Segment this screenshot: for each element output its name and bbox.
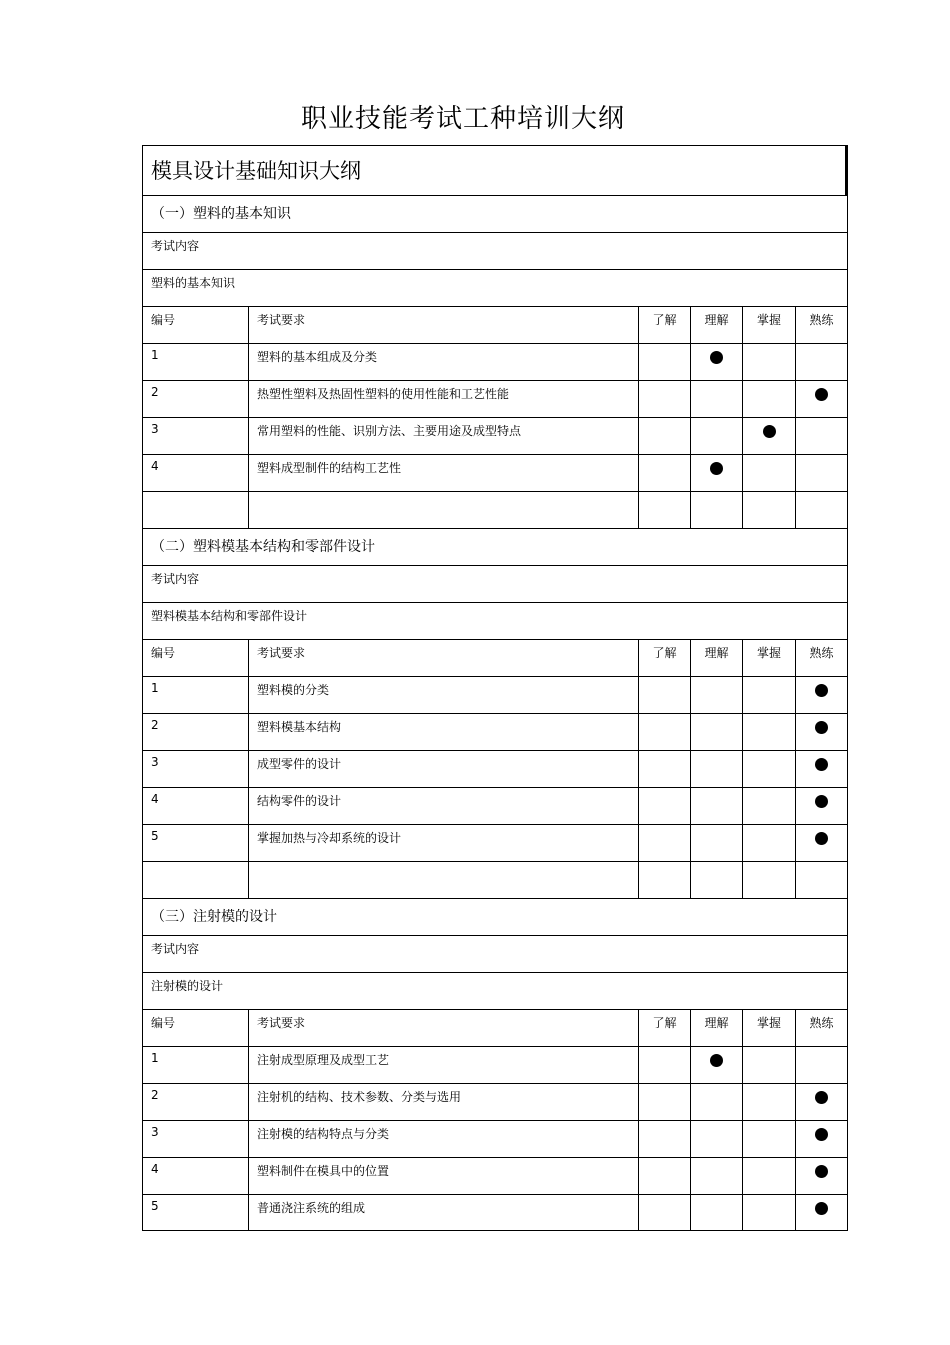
cell-level-master <box>742 1084 795 1120</box>
table-header-row <box>143 1009 847 1046</box>
cell-requirement: 注射机的结构、技术参数、分类与选用 <box>248 1084 638 1120</box>
cell-requirement: 注射模的结构特点与分类 <box>248 1121 638 1157</box>
table-row <box>143 1157 847 1194</box>
cell-level-comprehend <box>690 1084 742 1120</box>
cell-level-comprehend <box>690 418 742 454</box>
cell-no: 编号 <box>151 646 176 660</box>
cell-level-understand-basic <box>638 1121 690 1157</box>
cell-level-proficient <box>795 788 847 824</box>
cell-no: 1 <box>151 1051 159 1065</box>
cell-requirement: 塑料模的分类 <box>248 677 638 713</box>
cell-level-master <box>742 455 795 491</box>
cell-requirement: 注射成型原理及成型工艺 <box>248 1047 638 1083</box>
cell-level-comprehend: 理解 <box>690 1010 742 1046</box>
cell-level-proficient <box>795 418 847 454</box>
cell-level-master <box>742 1195 795 1230</box>
level-mark-dot <box>815 1165 828 1178</box>
cell-level-proficient <box>795 1158 847 1194</box>
cell-level-master <box>742 714 795 750</box>
cell-level-comprehend: 理解 <box>690 307 742 343</box>
cell-level-proficient <box>795 455 847 491</box>
cell-level-proficient <box>795 381 847 417</box>
cell-requirement: 塑料制件在模具中的位置 <box>248 1158 638 1194</box>
cell-requirement <box>248 492 638 528</box>
cell-no: 2 <box>151 1088 159 1102</box>
cell-level-master <box>742 751 795 787</box>
cell-level-comprehend <box>690 788 742 824</box>
cell-level-proficient <box>795 862 847 898</box>
cell-no: 3 <box>151 1125 159 1139</box>
table-row <box>143 1046 847 1083</box>
cell-level-proficient <box>795 492 847 528</box>
cell-level-proficient <box>795 714 847 750</box>
cell-level-comprehend <box>690 381 742 417</box>
level-mark-dot <box>710 462 723 475</box>
section-heading: （三）注射模的设计 <box>143 898 847 935</box>
cell-requirement: 考试要求 <box>248 307 638 343</box>
cell-level-understand-basic <box>638 344 690 380</box>
table-row <box>143 417 847 454</box>
cell-level-master <box>742 418 795 454</box>
cell-level-comprehend <box>690 1195 742 1230</box>
cell-no: 编号 <box>151 313 176 327</box>
cell-level-master <box>742 788 795 824</box>
page-title: 职业技能考试工种培训大纲 <box>300 104 625 134</box>
cell-level-master: 掌握 <box>742 640 795 676</box>
cell-level-master <box>742 677 795 713</box>
section-heading: （一）塑料的基本知识 <box>143 195 847 232</box>
cell-level-understand-basic <box>638 1047 690 1083</box>
exam-content-value: 塑料的基本知识 <box>143 269 847 306</box>
outline-title: 模具设计基础知识大纲 <box>143 145 847 195</box>
cell-no: 2 <box>151 385 159 399</box>
cell-level-proficient <box>795 344 847 380</box>
cell-level-master <box>742 1047 795 1083</box>
level-mark-dot <box>710 351 723 364</box>
cell-level-comprehend <box>690 455 742 491</box>
syllabus-table <box>142 145 848 1231</box>
cell-level-proficient <box>795 1121 847 1157</box>
exam-content-label: 考试内容 <box>143 935 847 972</box>
cell-requirement: 塑料的基本组成及分类 <box>248 344 638 380</box>
cell-no: 1 <box>151 348 159 362</box>
cell-no: 2 <box>151 718 159 732</box>
cell-level-understand-basic: 了解 <box>638 307 690 343</box>
cell-level-understand-basic <box>638 1084 690 1120</box>
level-mark-dot <box>815 721 828 734</box>
cell-no: 5 <box>151 829 159 843</box>
exam-content-value: 塑料模基本结构和零部件设计 <box>143 602 847 639</box>
cell-level-master: 掌握 <box>742 1010 795 1046</box>
table-row <box>143 750 847 787</box>
cell-level-comprehend <box>690 714 742 750</box>
cell-requirement: 考试要求 <box>248 1010 638 1046</box>
cell-level-comprehend <box>690 1047 742 1083</box>
cell-level-understand-basic <box>638 714 690 750</box>
cell-level-comprehend: 理解 <box>690 640 742 676</box>
table-header-row <box>143 306 847 343</box>
cell-no <box>143 862 248 898</box>
cell-level-master <box>742 344 795 380</box>
cell-requirement: 热塑性塑料及热固性塑料的使用性能和工艺性能 <box>248 381 638 417</box>
cell-level-proficient <box>795 825 847 861</box>
cell-level-understand-basic <box>638 1158 690 1194</box>
cell-requirement: 塑料成型制件的结构工艺性 <box>248 455 638 491</box>
table-header-row <box>143 639 847 676</box>
cell-level-understand-basic <box>638 381 690 417</box>
cell-level-proficient <box>795 751 847 787</box>
cell-level-understand-basic <box>638 418 690 454</box>
cell-level-master <box>742 1158 795 1194</box>
level-mark-dot <box>815 832 828 845</box>
level-mark-dot <box>815 1128 828 1141</box>
cell-level-understand-basic <box>638 788 690 824</box>
table-row <box>143 787 847 824</box>
cell-level-comprehend <box>690 862 742 898</box>
cell-level-understand-basic: 了解 <box>638 1010 690 1046</box>
table-row <box>143 1194 847 1231</box>
cell-level-proficient <box>795 1047 847 1083</box>
cell-requirement: 塑料模基本结构 <box>248 714 638 750</box>
level-mark-dot <box>815 795 828 808</box>
exam-content-value: 注射模的设计 <box>143 972 847 1009</box>
cell-no: 1 <box>151 681 159 695</box>
cell-level-proficient <box>795 677 847 713</box>
cell-level-master: 掌握 <box>742 307 795 343</box>
cell-no: 4 <box>151 459 159 473</box>
empty-row <box>143 491 847 528</box>
cell-no <box>143 492 248 528</box>
cell-level-understand-basic <box>638 677 690 713</box>
level-mark-dot <box>710 1054 723 1067</box>
cell-level-comprehend <box>690 344 742 380</box>
cell-requirement: 成型零件的设计 <box>248 751 638 787</box>
level-mark-dot <box>815 388 828 401</box>
cell-no: 4 <box>151 1162 159 1176</box>
cell-requirement: 普通浇注系统的组成 <box>248 1195 638 1230</box>
cell-level-proficient <box>795 1084 847 1120</box>
exam-content-label: 考试内容 <box>143 232 847 269</box>
cell-level-proficient: 熟练 <box>795 640 847 676</box>
table-row <box>143 713 847 750</box>
cell-requirement: 考试要求 <box>248 640 638 676</box>
section-heading: （二）塑料模基本结构和零部件设计 <box>143 528 847 565</box>
level-mark-dot <box>815 758 828 771</box>
cell-level-understand-basic <box>638 1195 690 1230</box>
cell-no: 编号 <box>151 1016 176 1030</box>
cell-level-comprehend <box>690 492 742 528</box>
table-row <box>143 454 847 491</box>
empty-row <box>143 861 847 898</box>
cell-level-master <box>742 825 795 861</box>
cell-level-comprehend <box>690 1158 742 1194</box>
cell-level-understand-basic <box>638 751 690 787</box>
table-row <box>143 1083 847 1120</box>
cell-level-understand-basic <box>638 862 690 898</box>
cell-level-master <box>742 1121 795 1157</box>
cell-level-understand-basic: 了解 <box>638 640 690 676</box>
cell-level-proficient <box>795 1195 847 1230</box>
cell-requirement <box>248 862 638 898</box>
cell-level-proficient: 熟练 <box>795 307 847 343</box>
cell-level-master <box>742 381 795 417</box>
cell-level-comprehend <box>690 825 742 861</box>
level-mark-dot <box>815 1091 828 1104</box>
table-row <box>143 1120 847 1157</box>
cell-no: 3 <box>151 755 159 769</box>
cell-level-understand-basic <box>638 455 690 491</box>
level-mark-dot <box>815 684 828 697</box>
cell-level-comprehend <box>690 751 742 787</box>
table-row <box>143 824 847 861</box>
cell-level-proficient: 熟练 <box>795 1010 847 1046</box>
cell-requirement: 常用塑料的性能、识别方法、主要用途及成型特点 <box>248 418 638 454</box>
level-mark-dot <box>763 425 776 438</box>
cell-level-understand-basic <box>638 492 690 528</box>
table-row <box>143 343 847 380</box>
table-row <box>143 676 847 713</box>
table-row <box>143 380 847 417</box>
cell-level-master <box>742 862 795 898</box>
cell-no: 3 <box>151 422 159 436</box>
level-mark-dot <box>815 1202 828 1215</box>
exam-content-label: 考试内容 <box>143 565 847 602</box>
cell-level-master <box>742 492 795 528</box>
cell-requirement: 结构零件的设计 <box>248 788 638 824</box>
cell-no: 4 <box>151 792 159 806</box>
cell-level-comprehend <box>690 1121 742 1157</box>
cell-requirement: 掌握加热与冷却系统的设计 <box>248 825 638 861</box>
cell-no: 5 <box>151 1199 159 1213</box>
cell-level-comprehend <box>690 677 742 713</box>
cell-level-understand-basic <box>638 825 690 861</box>
